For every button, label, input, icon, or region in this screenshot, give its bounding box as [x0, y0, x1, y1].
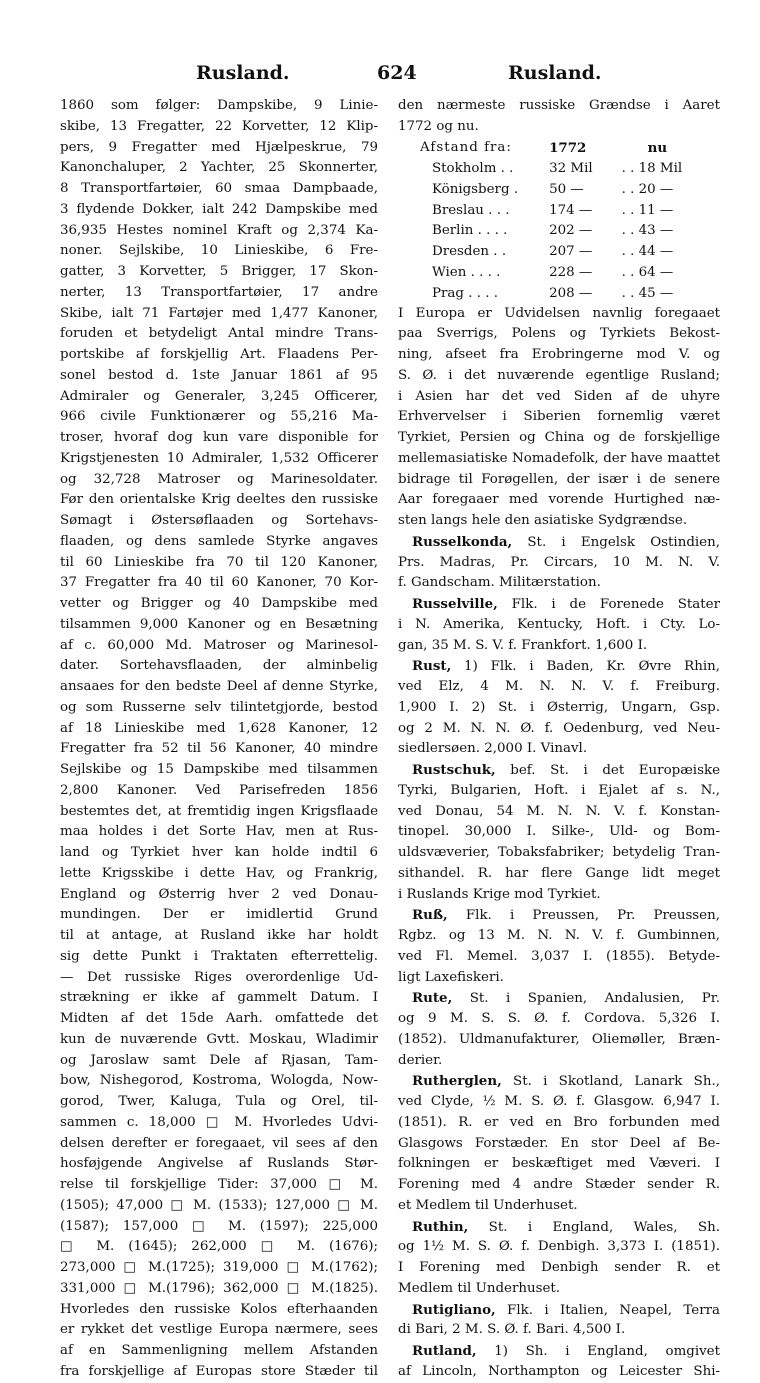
line-text: folkningen er beskæftiget med Væveri. I: [398, 1156, 720, 1172]
text-line: [60, 553, 378, 574]
text-line: [60, 1320, 378, 1341]
text-line: [60, 1113, 378, 1134]
line-text: tilsammen 9,000 Kanoner og en Besætning: [60, 616, 378, 632]
line-text: St. i Engelsk Ostindien,: [512, 534, 720, 550]
line-text: af en Sammenligning mellem Afstanden: [60, 1343, 378, 1358]
line-text: 37 Fregatter fra 40 til 60 Kanoner, 70 Kor-: [60, 575, 378, 591]
text-line: [60, 1258, 378, 1279]
line-text: noner. Sejlskibe, 10 Linieskibe, 6 Fre-: [60, 243, 378, 259]
text-line: [398, 366, 720, 387]
line-text: (1851). R. er ved en Bro forbunden med: [398, 1114, 720, 1130]
line-text: skibe, 13 Fregatter, 22 Korvetter, 12 Klip-: [60, 118, 378, 134]
text-line: [60, 490, 378, 511]
distance-now: . . 64 —: [621, 264, 674, 280]
line-text: vetter og Brigger og 40 Dampskibe med: [60, 596, 378, 611]
text-line: [60, 1092, 378, 1113]
line-text: og som Russerne selv tilintetgjorde, bestod: [60, 699, 378, 715]
text-line: [60, 905, 378, 926]
text-line: [60, 96, 378, 117]
text-line: [60, 677, 378, 698]
text-line: [398, 843, 720, 864]
line-text: uldsvæverier, Tobaksfabriker; betydelig Tran-: [398, 845, 720, 860]
line-text: bef. St. i det Europæiske: [495, 763, 720, 778]
line-text: et Medlem til Underhuset.: [398, 1197, 578, 1213]
entry-headword: Rutigliano,: [412, 1301, 496, 1318]
text-line: [398, 677, 720, 698]
line-text: (1852). Uldmanufakturer, Oliemøller, Bræn-: [398, 1031, 720, 1047]
text-line: [60, 1341, 378, 1362]
line-text: tinopel. 30,000 I. Silke-, Uld- og Bom-: [398, 824, 720, 840]
text-line: [398, 802, 720, 823]
text-line: [60, 1279, 378, 1300]
text-line: [398, 490, 720, 511]
distance-city: Breslau . . .: [432, 202, 510, 218]
line-text: gan, 35 M. S. V. f. Frankfort. 1,600 I.: [398, 637, 648, 653]
text-line: [60, 179, 378, 200]
line-text: portskibe af forskjellig Art. Flaadens Per-: [60, 347, 378, 362]
line-text: til 60 Linieskibe fra 70 til 120 Kanoner,: [60, 554, 378, 570]
distance-1772: 174 —: [549, 202, 593, 218]
line-text: og 9 M. S. S. Ø. f. Cordova. 5,326 I.: [398, 1011, 720, 1026]
line-text: og 32,728 Matroser og Marinesoldater.: [60, 471, 378, 487]
distance-table-row: [420, 200, 720, 221]
line-text: den nærmeste russiske Grændse i Aaret: [398, 98, 720, 113]
line-text: derier.: [398, 1052, 443, 1068]
line-text: S. Ø. i det nuværende egentlige Rusland;: [398, 367, 720, 383]
text-line: [398, 1237, 720, 1258]
distance-city: Dresden . .: [432, 244, 507, 260]
line-text: 331,000 □ M.(1796); 362,000 □ M.(1825).: [60, 1280, 378, 1296]
line-text: Tyrki, Bulgarien, Hoft. i Ejalet af s. N.,: [398, 782, 720, 798]
text-line: [398, 428, 720, 449]
distance-table-row: [420, 262, 720, 283]
text-line: [398, 1030, 720, 1051]
text-line: [398, 1362, 720, 1383]
distance-now: . . 45 —: [621, 285, 674, 301]
line-text: til at antage, at Rusland ikke har holdt: [60, 928, 378, 943]
text-line: [60, 366, 378, 387]
line-text: ved Donau, 54 M. N. N. V. f. Konstan-: [398, 803, 720, 819]
text-line: [60, 117, 378, 138]
line-text: 1,900 I. 2) St. i Østerrig, Ungarn, Gsp.: [398, 699, 720, 715]
line-text: Rgbz. og 13 M. N. N. V. f. Gumbinnen,: [398, 928, 720, 943]
entry-line: [398, 905, 720, 926]
text-line: [60, 304, 378, 325]
text-line: [60, 781, 378, 802]
text-line: [398, 449, 720, 470]
line-text: I Europa er Udvidelsen navnlig foregaaet: [398, 305, 720, 321]
line-text: kun de nuværende Gvtt. Moskau, Wladimir: [60, 1031, 378, 1047]
entry-headword: Rust,: [412, 658, 452, 675]
text-line: [398, 96, 720, 117]
line-text: Flk. i de Forenede Stater: [497, 597, 720, 612]
line-text: St. i Skotland, Lanark Sh.,: [501, 1074, 720, 1090]
text-line: [398, 926, 720, 947]
line-text: 966 civile Funktionærer og 55,216 Ma-: [60, 409, 378, 425]
text-line: [60, 1009, 378, 1030]
text-line: [398, 615, 720, 636]
text-line: [60, 988, 378, 1009]
text-line: [398, 1092, 720, 1113]
line-text: Sømagt i Østersøflaaden og Sortehavs-: [60, 513, 378, 528]
right-column-entries: [398, 304, 720, 1383]
right-column: [398, 96, 720, 1383]
distance-1772: 208 —: [549, 285, 593, 301]
line-text: i N. Amerika, Kentucky, Hoft. i Cty. Lo-: [398, 616, 720, 632]
text-line: [398, 1196, 720, 1217]
distance-1772: 50 —: [549, 181, 584, 197]
distance-1772: 32 Mil: [549, 161, 593, 177]
text-line: [398, 1279, 720, 1300]
line-text: Prs. Madras, Pr. Circars, 10 M. N. V.: [398, 554, 720, 570]
line-text: sten langs hele den asiatiske Sydgrændse.: [398, 513, 688, 528]
line-text: gatter, 3 Korvetter, 5 Brigger, 17 Skon-: [60, 264, 378, 279]
text-line: [60, 138, 378, 159]
line-text: bidrage til Forøgellen, der især i de senere: [398, 471, 720, 487]
text-line: [398, 345, 720, 366]
line-text: bow, Nishegorod, Kostroma, Wologda, Now-: [60, 1073, 378, 1089]
distance-now: . . 43 —: [621, 223, 674, 239]
text-line: [398, 1113, 720, 1134]
line-text: Krigstjenesten 10 Admiraler, 1,532 Officerer: [60, 450, 378, 466]
line-text: dater. Sortehavsflaaden, der alminbelig: [60, 658, 378, 674]
line-text: 1) Sh. i England, omgivet: [476, 1344, 720, 1359]
line-text: sithandel. R. har flere Gange lidt meget: [398, 865, 720, 881]
text-line: [398, 1175, 720, 1196]
line-text: (1587); 157,000 □ M. (1597); 225,000: [60, 1218, 378, 1234]
distance-table-header: [420, 138, 720, 159]
line-text: 36,935 Hestes nominel Kraft og 2,374 Ka-: [60, 222, 378, 238]
text-line: [398, 1258, 720, 1279]
text-line: [398, 698, 720, 719]
line-text: — Det russiske Riges overordenlige Ud-: [60, 969, 378, 985]
line-text: □ M. (1645); 262,000 □ M. (1676);: [60, 1239, 378, 1255]
text-line: [60, 158, 378, 179]
text-line: [398, 781, 720, 802]
entry-headword: Ruß,: [412, 907, 448, 924]
text-line: [60, 1051, 378, 1072]
text-line: [60, 221, 378, 242]
text-line: [60, 283, 378, 304]
entry-line: [398, 1071, 720, 1092]
line-text: 1860 som følger: Dampskibe, 9 Linie-: [60, 98, 378, 113]
text-line: [398, 885, 720, 906]
line-text: f. Gandscham. Militærstation.: [398, 575, 601, 591]
distance-now: . . 11 —: [621, 202, 674, 218]
left-column: [60, 96, 378, 1383]
text-line: [60, 843, 378, 864]
text-line: [60, 615, 378, 636]
line-text: land og Tyrkiet hver kan holde indtil 6: [60, 845, 378, 860]
entry-headword: Rustschuk,: [412, 762, 496, 778]
text-line: [60, 1071, 378, 1092]
line-text: er rykket det vestlige Europa nærmere, sees: [60, 1322, 378, 1338]
line-text: England og Østerrig hver 2 ved Donau-: [60, 886, 378, 902]
entry-headword: Russelkonda,: [412, 533, 513, 550]
line-text: Kanonchaluper, 2 Yachter, 25 Skonnerter,: [60, 160, 378, 176]
text-line: [398, 822, 720, 843]
text-line: [398, 324, 720, 345]
page-number: 624: [377, 62, 417, 84]
entry-headword: Rutland,: [412, 1343, 477, 1359]
text-line: [60, 885, 378, 906]
entry-headword: Ruthin,: [412, 1218, 469, 1235]
line-text: lette Krigsskibe i dette Hav, og Frankrig,: [60, 865, 378, 881]
text-line: [398, 573, 720, 594]
distance-table-row: [420, 158, 720, 179]
distance-city: Stokholm . .: [432, 161, 514, 177]
distance-city: Königsberg .: [432, 181, 519, 197]
line-text: Medlem til Underhuset.: [398, 1280, 561, 1296]
line-text: 1) Flk. i Baden, Kr. Øvre Rhin,: [451, 659, 720, 675]
line-text: maa holdes i det Sorte Hav, men at Rus-: [60, 824, 378, 840]
text-line: [60, 407, 378, 428]
line-text: ligt Laxefiskeri.: [398, 969, 504, 985]
line-text: Før den orientalske Krig deeltes den russiske: [60, 492, 378, 508]
line-text: ved Clyde, ½ M. S. Ø. f. Glasgow. 6,947 I.: [398, 1094, 720, 1109]
right-column-intro: [398, 96, 720, 138]
line-text: delsen derefter er foregaaet, vil sees af den: [60, 1135, 378, 1151]
text-line: [398, 387, 720, 408]
line-text: og Jaroslaw samt Dele af Rjasan, Tam-: [60, 1052, 378, 1068]
line-text: gorod, Twer, Kaluga, Tula og Orel, til-: [60, 1094, 378, 1109]
entry-line: [398, 1300, 720, 1321]
line-text: 273,000 □ M.(1725); 319,000 □ M.(1762);: [60, 1260, 378, 1275]
distance-table-year-then: 1772: [549, 139, 587, 156]
distance-now: . . 44 —: [621, 244, 674, 260]
line-text: foruden et betydeligt Antal mindre Trans-: [60, 326, 378, 342]
text-line: [60, 802, 378, 823]
text-line: [60, 200, 378, 221]
line-text: (1505); 47,000 □ M. (1533); 127,000 □ M.: [60, 1197, 378, 1213]
text-line: [60, 428, 378, 449]
text-line: [398, 407, 720, 428]
line-text: Forening med 4 andre Stæder sender R.: [398, 1177, 720, 1192]
distance-table-row: [420, 179, 720, 200]
entry-line: [398, 532, 720, 553]
text-line: [398, 968, 720, 989]
text-line: [60, 822, 378, 843]
line-text: Glasgows Forstæder. En stor Deel af Be-: [398, 1135, 720, 1151]
distance-table-year-now: nu: [647, 139, 668, 156]
line-text: i Asien har det ved Siden af de uhyre: [398, 388, 720, 404]
text-line: [60, 1030, 378, 1051]
text-line: [60, 719, 378, 740]
text-line: [398, 117, 720, 138]
text-line: [60, 241, 378, 262]
text-line: [60, 573, 378, 594]
line-text: 3 flydende Dokker, ialt 242 Dampskibe med: [60, 201, 378, 217]
text-line: [60, 1237, 378, 1258]
line-text: sig dette Punkt i Traktaten efterrettelig.: [60, 948, 378, 964]
text-line: [398, 719, 720, 740]
text-line: [398, 470, 720, 491]
line-text: ved Elz, 4 M. N. N. V. f. Freiburg.: [398, 679, 720, 694]
line-text: paa Sverrigs, Polens og Tyrkiets Bekost-: [398, 326, 720, 342]
line-text: ved Fl. Memel. 3,037 I. (1855). Betyde-: [398, 948, 720, 964]
line-text: af Lincoln, Northampton og Leicester Shi-: [398, 1363, 720, 1379]
entry-line: [398, 594, 720, 615]
text-line: [398, 1009, 720, 1030]
header-right-title: Rusland.: [508, 62, 602, 84]
text-line: [398, 739, 720, 760]
line-text: St. i Spanien, Andalusien, Pr.: [452, 991, 720, 1007]
line-text: ansaaes for den bedste Deel af denne Styrke,: [60, 679, 378, 694]
distance-1772: 207 —: [549, 244, 593, 260]
line-text: hosføjgende Angivelse af Ruslands Stør-: [60, 1156, 378, 1172]
line-text: Midten af det 15de Aarh. omfattede det: [60, 1011, 378, 1026]
line-text: Aar foregaaer med vorende Hurtighed næ-: [398, 492, 720, 508]
distance-table-row: [420, 221, 720, 242]
text-line: [60, 1300, 378, 1321]
text-line: [60, 760, 378, 781]
entry-line: [398, 1341, 720, 1362]
distance-table-row: [420, 241, 720, 262]
line-text: strækning er ikke af gammelt Datum. I: [60, 990, 378, 1006]
text-line: [60, 926, 378, 947]
text-line: [60, 698, 378, 719]
distance-city: Wien . . . .: [432, 264, 501, 280]
text-line: [398, 1320, 720, 1341]
text-line: [398, 304, 720, 325]
line-text: troser, hvoraf dog kun vare disponible for: [60, 430, 378, 445]
header-left-title: Rusland.: [196, 62, 290, 84]
text-line: [60, 968, 378, 989]
text-line: [60, 864, 378, 885]
line-text: Erhvervelser i Siberien fornemlig været: [398, 409, 720, 425]
line-text: ning, afseet fra Erobringerne mod V. og: [398, 347, 720, 362]
line-text: fra forskjellige af Europas store Stæder til: [60, 1363, 378, 1379]
text-line: [398, 1154, 720, 1175]
line-text: siedlersøen. 2,000 I. Vinavl.: [398, 741, 588, 757]
distance-table-row: [420, 283, 720, 304]
line-text: mundingen. Der er imidlertid Grund: [60, 907, 378, 923]
distance-now: . . 20 —: [621, 181, 674, 197]
line-text: I Forening med Denbigh sender R. et: [398, 1260, 720, 1275]
text-line: [60, 947, 378, 968]
entry-headword: Rutherglen,: [412, 1073, 502, 1090]
text-line: [60, 1154, 378, 1175]
entry-line: [398, 760, 720, 781]
text-line: [60, 1134, 378, 1155]
distance-table-label: Afstand fra:: [420, 140, 512, 156]
distance-city: Prag . . . .: [432, 285, 499, 301]
text-line: [398, 636, 720, 657]
text-line: [60, 1196, 378, 1217]
entry-headword: Rute,: [412, 990, 453, 1007]
text-line: [60, 1362, 378, 1383]
line-text: pers, 9 Fregatter med Hjælpeskrue, 79: [60, 139, 378, 155]
distance-table: [420, 138, 720, 304]
entry-headword: Russelville,: [412, 596, 498, 612]
text-line: [60, 532, 378, 553]
text-line: [60, 470, 378, 491]
distance-now: . . 18 Mil: [621, 161, 683, 177]
text-line: [60, 594, 378, 615]
text-line: [60, 449, 378, 470]
text-line: [60, 636, 378, 657]
line-text: Sejlskibe og 15 Dampskibe med tilsammen: [60, 762, 378, 777]
line-text: 8 Transportfartøier, 60 smaa Dampbaade,: [60, 181, 378, 196]
line-text: af 18 Linieskibe med 1,628 Kanoner, 12: [60, 720, 378, 736]
line-text: Flk. i Italien, Neapel, Terra: [495, 1302, 720, 1318]
entry-line: [398, 656, 720, 677]
line-text: af c. 60,000 Md. Matroser og Marinesol-: [60, 637, 378, 653]
line-text: Tyrkiet, Persien og China og de forskjellige: [398, 430, 720, 445]
text-line: [60, 262, 378, 283]
line-text: St. i England, Wales, Sh.: [468, 1219, 720, 1235]
text-line: [60, 739, 378, 760]
text-line: [60, 511, 378, 532]
text-line: [60, 1217, 378, 1238]
text-line: [398, 947, 720, 968]
line-text: sonel bestod d. 1ste Januar 1861 af 95: [60, 367, 378, 383]
line-text: 2,800 Kanoner. Ved Parisefreden 1856: [60, 782, 378, 798]
line-text: nerter, 13 Transportfartøier, 17 andre: [60, 284, 378, 300]
text-line: [60, 345, 378, 366]
line-text: i Ruslands Krige mod Tyrkiet.: [398, 886, 601, 902]
text-line: [398, 1134, 720, 1155]
text-line: [60, 1175, 378, 1196]
text-line: [60, 324, 378, 345]
line-text: Flk. i Preussen, Pr. Preussen,: [447, 908, 720, 924]
line-text: sammen c. 18,000 □ M. Hvorledes Udvi-: [60, 1114, 378, 1130]
line-text: relse til forskjellige Tider: 37,000 □ M.: [60, 1177, 378, 1192]
line-text: og 1½ M. S. Ø. f. Denbigh. 3,373 I. (1851).: [398, 1239, 720, 1255]
line-text: Admiraler og Generaler, 3,245 Officerer,: [60, 388, 378, 404]
text-line: [398, 511, 720, 532]
line-text: mellemasiatiske Nomadefolk, der have maattet: [398, 450, 720, 466]
text-line: [398, 864, 720, 885]
text-line: [398, 1051, 720, 1072]
text-line: [398, 553, 720, 574]
line-text: og 2 M. N. N. Ø. f. Oedenburg, ved Neu-: [398, 720, 720, 736]
distance-1772: 228 —: [549, 264, 593, 280]
line-text: bestemtes det, at fremtidig ingen Krigsflaade: [60, 803, 378, 819]
line-text: Skibe, ialt 71 Fartøjer med 1,477 Kanoner,: [60, 305, 378, 321]
line-text: 1772 og nu.: [398, 118, 479, 134]
entry-line: [398, 988, 720, 1009]
line-text: di Bari, 2 M. S. Ø. f. Bari. 4,500 I.: [398, 1322, 626, 1338]
distance-1772: 202 —: [549, 223, 593, 239]
text-line: [60, 387, 378, 408]
entry-line: [398, 1217, 720, 1238]
line-text: Fregatter fra 52 til 56 Kanoner, 40 mindre: [60, 741, 378, 757]
text-line: [60, 656, 378, 677]
distance-city: Berlin . . . .: [432, 223, 508, 239]
line-text: Hvorledes den russiske Kolos efterhaanden: [60, 1301, 378, 1317]
line-text: flaaden, og dens samlede Styrke angaves: [60, 533, 378, 549]
